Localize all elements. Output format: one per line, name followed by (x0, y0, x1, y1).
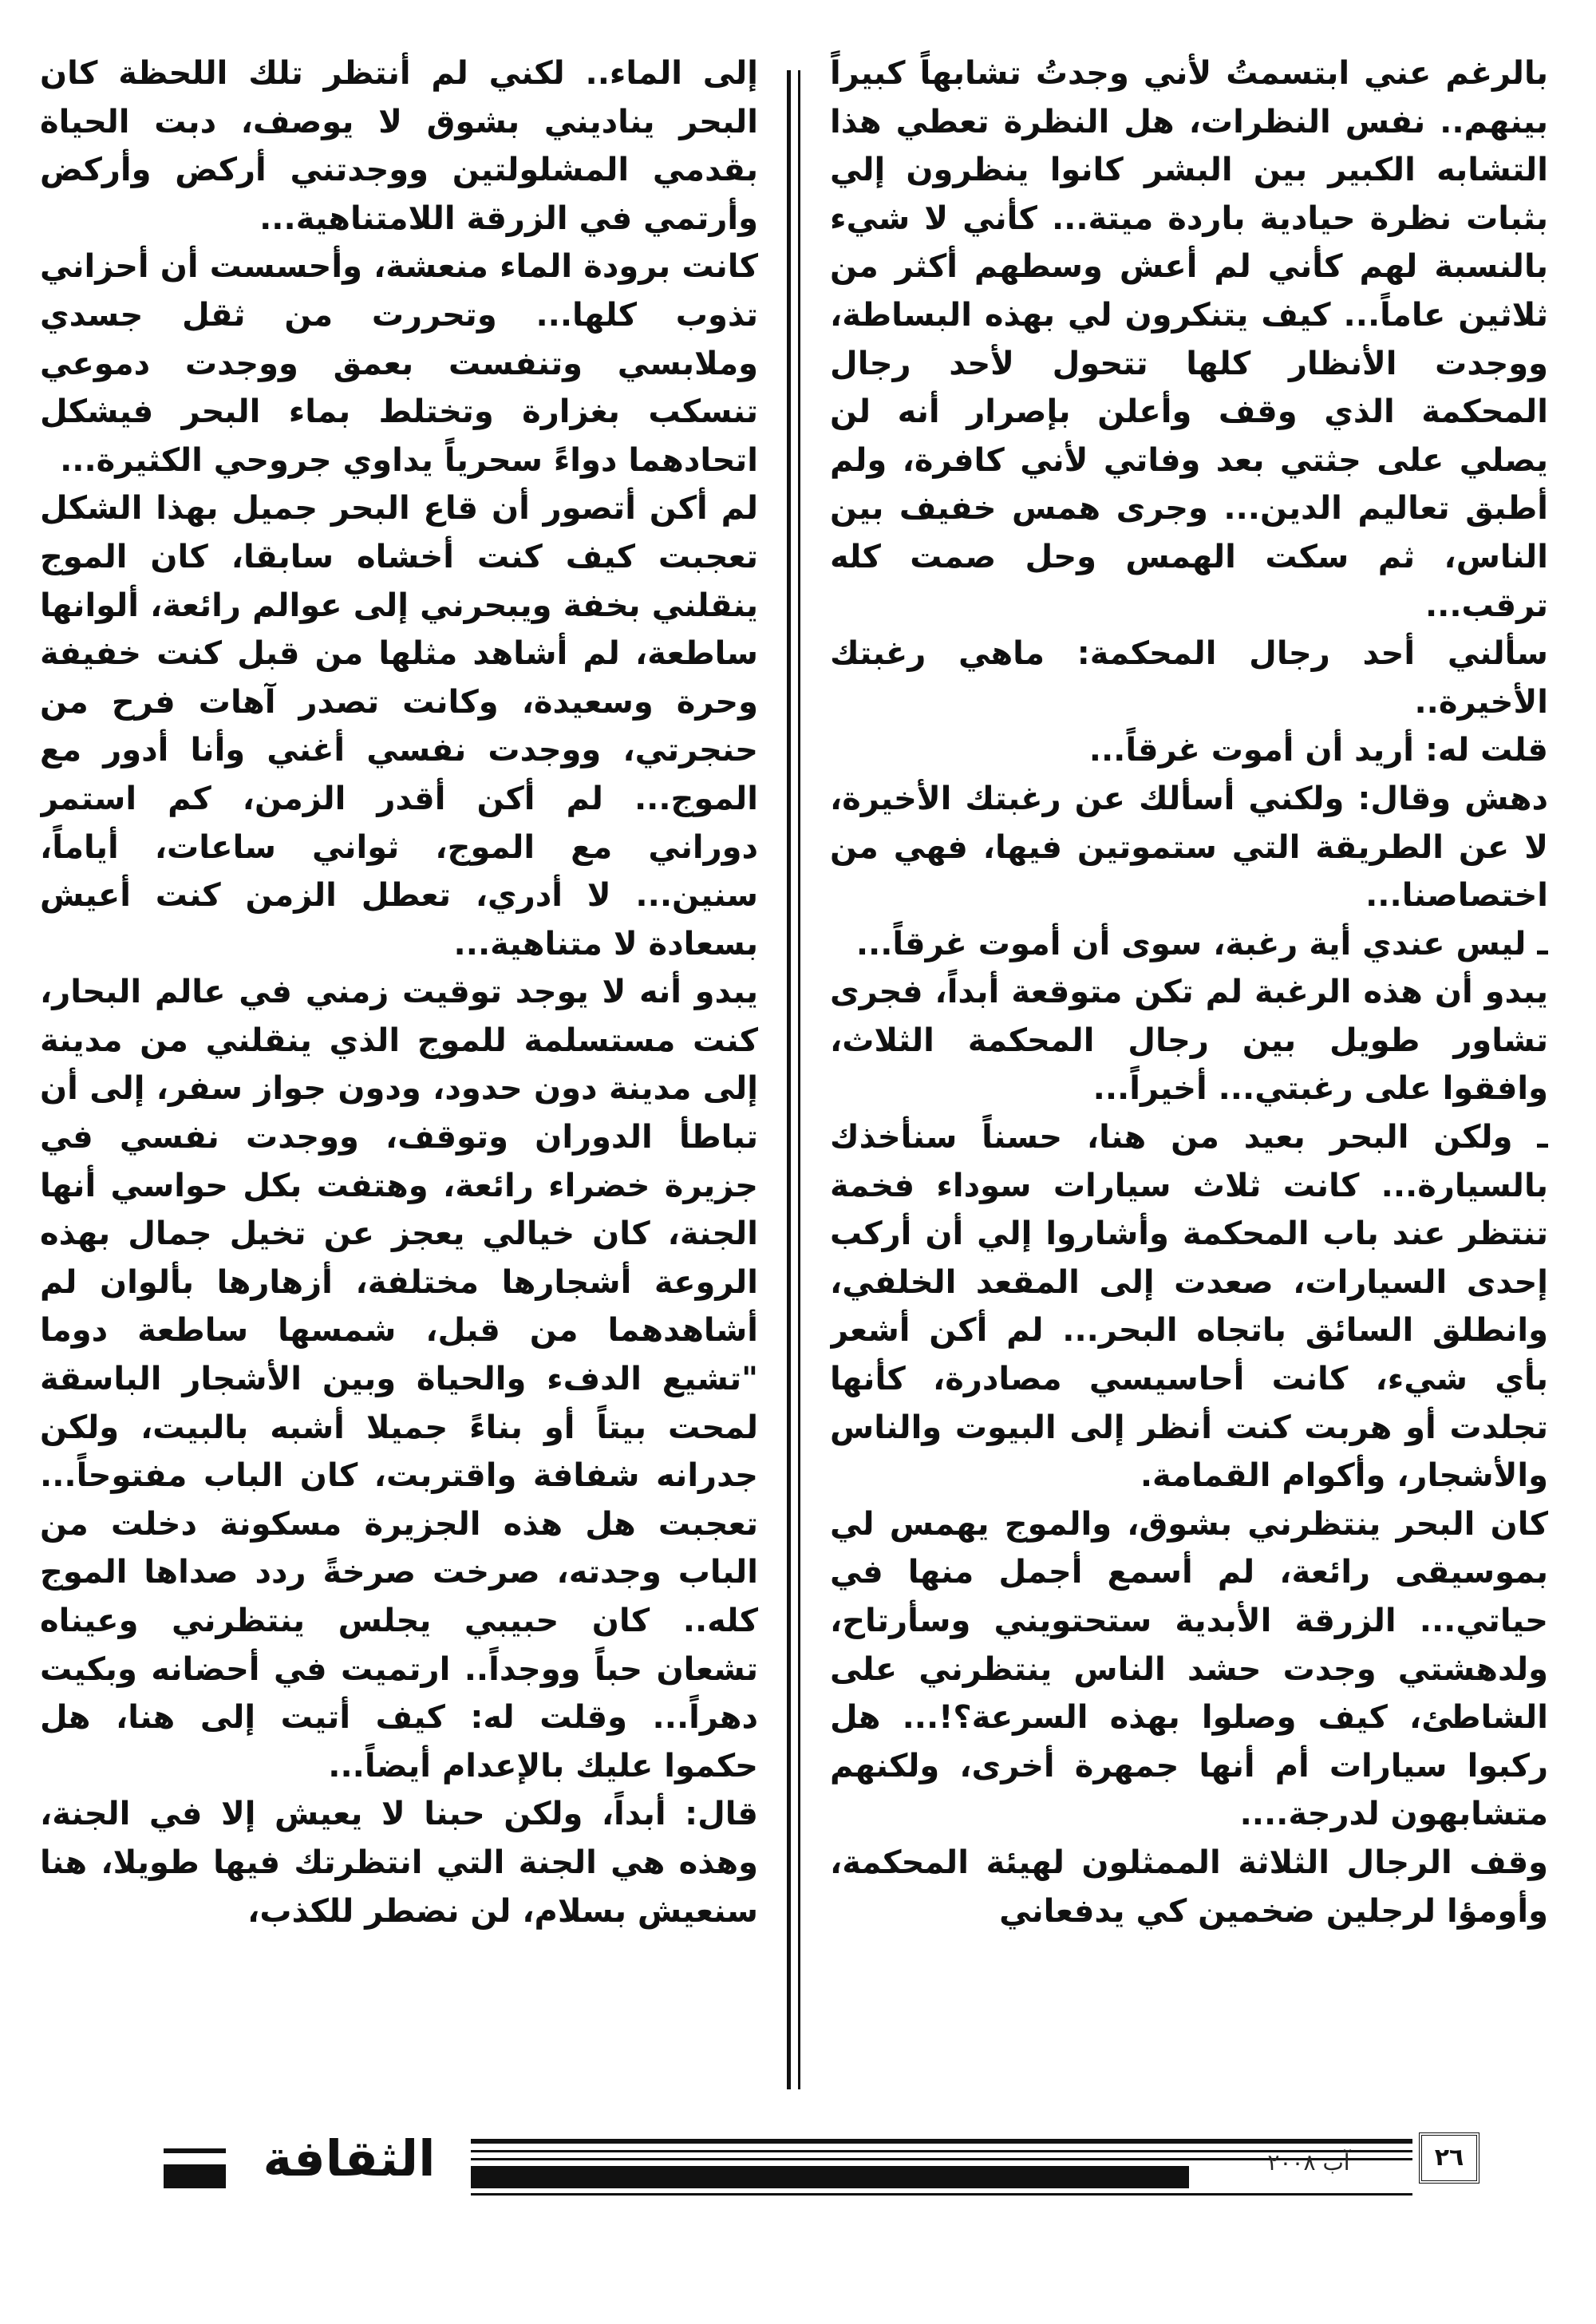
paragraph: إلى الماء.. لكني لم أنتظر تلك اللحظة كان البحر يناديني بشوق لا يوصف، دبت الحياة بقدمي المشلولتين ووجدتني أركض وأركض وأرتمي في الزرقة اللامتناهية... (40, 55, 758, 237)
page-number: ٢٦ (1419, 2132, 1479, 2184)
paragraph: بالرغم عني ابتسمتُ لأني وجدتُ تشابهاً كبيراً بينهم.. نفس النظرات، هل النظرة تعطي هذا التشابه الكبير بين البشر كانوا ينظرون إلي بثبات نظرة حيادية باردة ميتة... كأني لا شيء بالنسبة لهم كأني لم أعش وسطهم أكثر من ثلاثين عاماً... كيف يتنكرون لي بهذه البساطة، ووجدت الأنظار كلها تتحول لأحد رجال المحكمة الذي وقف وأعلن بإصرار أنه لن يصلي على جثتي بعد وفاتي لأني كافرة، ولم أطبق تعاليم الدين... وجرى همس خفيف بين الناس، ثم سكت الهمس وحل صمت كله ترقب... (830, 55, 1548, 624)
paragraph: دهش وقال: ولكني أسألك عن رغبتك الأخيرة، لا عن الطريقة التي ستموتين فيها، فهي من اختصاصنا... (830, 780, 1548, 915)
paragraph: وقف الرجال الثلاثة الممثلون لهيئة المحكمة، وأومؤا لرجلين ضخمين كي يدفعاني (830, 1844, 1548, 1930)
paragraph: ـ ليس عندي أية رغبة، سوى أن أموت غرقاً... (855, 925, 1548, 962)
paragraph: سألني أحد رجال المحكمة: ماهي رغبتك الأخيرة.. (830, 635, 1548, 721)
paragraph: يبدو أن هذه الرغبة لم تكن متوقعة أبداً، فجرى تشاور طويل بين رجال المحكمة الثلاث، وافقوا على رغبتي... أخيراً... (830, 974, 1548, 1108)
footer-rule (471, 2193, 1412, 2196)
column-divider (787, 70, 791, 2089)
footer-rule (164, 2148, 226, 2153)
footer-rule (164, 2164, 226, 2188)
paragraph: يبدو أنه لا يوجد توقيت زمني في عالم البحار، كنت مستسلمة للموج الذي ينقلني من مدينة إلى مدينة دون حدود، ودون جواز سفر، إلى أن تباطأ الدوران وتوقف، ووجدت نفسي في جزيرة خضراء رائعة، وهتفت بكل حواسي أنها الجنة، كان خيالي يعجز عن تخيل جمال بهذه الروعة أشجارها مختلفة، أزهارها بألوان لم أشاهدهما من قبل، شمسها ساطعة دوما "تشيع الدفء والحياة وبين الأشجار الباسقة لمحت بيتاً أو بناءً جميلا أشبه بالبيت، ولكن جدرانه شفافة واقتربت، كان الباب مفتوحاً... تعجبت هل هذه الجزيرة مسكونة دخلت من الباب وجدته، صرخت صرخةً ردد صداها الموج كله.. كان حبيبي يجلس ينتظرني وعيناه تشعان حباً ووجداً.. ارتميت في أحضانه وبكيت دهراً... وقلت له: كيف أتيت إلى هنا، هل حكموا عليك بالإعدام أيضاً... (40, 974, 758, 1785)
paragraph: قلت له: أريد أن أموت غرقاً... (1088, 732, 1548, 769)
paragraph: كانت برودة الماء منعشة، وأحسست أن أحزاني تذوب كلها... وتحررت من ثقل جسدي وملابسي وتنفست بعمق ووجدت دموعي تنسكب بغزارة وتختلط بماء البحر فيشكل اتحادهما دواءً سحرياً يداوي جروحي الكثيرة... (40, 248, 758, 479)
article-column-right (830, 49, 1548, 2093)
paragraph: كان البحر ينتظرني بشوق، والموج يهمس لي بموسيقى رائعة، لم أسمع أجمل منها في حياتي... الزرقة الأبدية ستحتويني وسأرتاح، ولدهشتي وجدت حشد الناس ينتظرني على الشاطئ، كيف وصلوا بهذه السرعة؟!... هل ركبوا سيارات أم أنها جمهرة أخرى، ولكنهم متشابهون لدرجة.... (830, 1505, 1548, 1833)
masthead-logo: الثقافة (263, 2129, 436, 2188)
column-divider-thin (798, 70, 800, 2089)
footer-rule (471, 2139, 1412, 2144)
paragraph: قال: أبداً، ولكن حبنا لا يعيش إلا في الجنة، وهذه هي الجنة التي انتظرتك فيها طويلا، هنا سنعيش بسلام، لن نضطر للكذب، (40, 1796, 758, 1930)
paragraph: ـ ولكن البحر بعيد من هنا، حسناً سنأخذك بالسيارة... كانت ثلاث سيارات سوداء فخمة تنتظر عند باب المحكمة وأشاروا إلي أن أركب إحدى السيارات، صعدت إلى المقعد الخلفي، وانطلق السائق باتجاه البحر... لم أكن أشعر بأي شيء، كانت أحاسيسي مصادرة، كأنها تجلدت أو هربت كنت أنظر إلى البيوت والناس والأشجار، وأكوام القمامة. (830, 1119, 1548, 1495)
page-footer (0, 2115, 1596, 2203)
footer-rule (471, 2166, 1189, 2188)
article-column-left (40, 49, 758, 2093)
paragraph: لم أكن أتصور أن قاع البحر جميل بهذا الشكل تعجبت كيف كنت أخشاه سابقا، كان الموج ينقلني بخفة ويبحرني إلى عوالم رائعة، ألوانها ساطعة، لم أشاهد مثلها من قبل كنت خفيفة وحرة وسعيدة، وكانت تصدر آهات فرح من حنجرتي، ووجدت نفسي أغني وأنا أدور مع الموج... لم أكن أقدر الزمن، كم استمر دوراني مع الموج، ثواني ساعات، أياماً، سنين... لا أدري، تعطل الزمن كنت أعيش بسعادة لا متناهية... (40, 490, 758, 962)
issue-date: آب ٢٠٠٨ (1267, 2149, 1350, 2176)
